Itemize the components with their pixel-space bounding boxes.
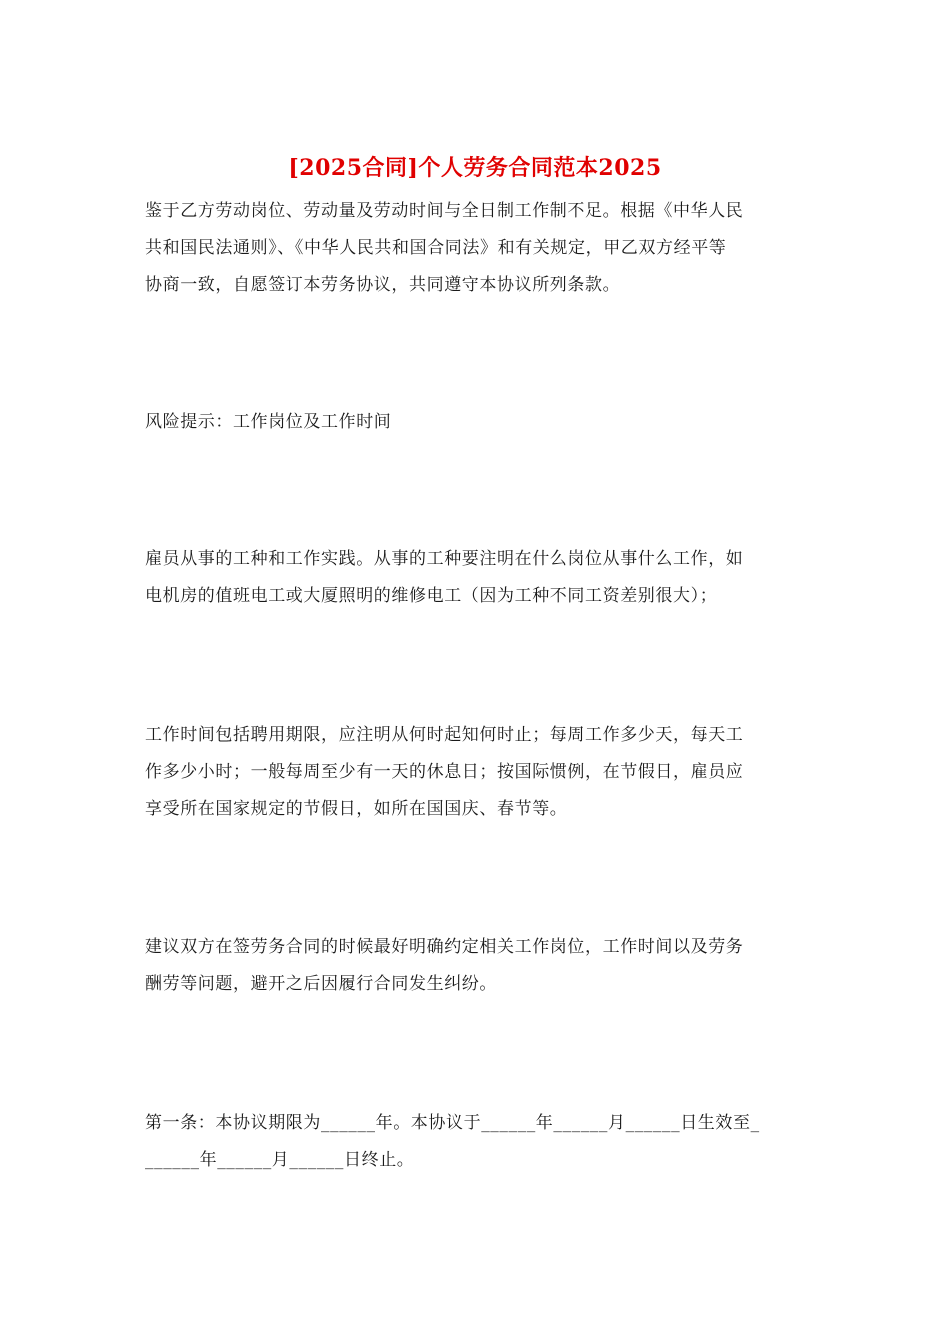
text-line: 建议双方在签劳务合同的时候最好明确约定相关工作岗位，工作时间以及劳务 [145,937,744,957]
text-line: 享受所在国家规定的节假日，如所在国国庆、春节等。 [145,799,568,819]
text-line: 酬劳等问题，避开之后因履行合同发生纠纷。 [145,974,497,994]
text-line: 雇员从事的工种和工作实践。从事的工种要注明在什么岗位从事什么工作，如 [145,549,744,569]
risk-heading-paragraph [145,404,805,441]
text-line: 电机房的值班电工或大厦照明的维修电工（因为工种不同工资差别很大）； [145,586,718,606]
text-line: 风险提示：工作岗位及工作时间 [145,412,392,432]
text-line: 第一条：本协议期限为______年。本协议于______年______月______日生效至_ [145,1113,760,1133]
text-line: 工作时间包括聘用期限，应注明从何时起知何时止；每周工作多少天，每天工 [145,725,744,745]
text-line: 鉴于乙方劳动岗位、劳动量及劳动时间与全日制工作制不足。根据《中华人民 [145,201,744,221]
text-line: 作多少小时；一般每周至少有一天的休息日；按国际惯例，在节假日，雇员应 [145,762,744,782]
text-line: 协商一致，自愿签订本劳务协议，共同遵守本协议所列条款。 [145,275,621,295]
text-line: ______年______月______日终止。 [145,1150,415,1170]
text-line: 共和国民法通则》、《中华人民共和国合同法》和有关规定，甲乙双方经平等 [145,238,727,258]
advice-paragraph [145,929,805,1003]
work-time-paragraph [145,717,805,828]
document-title: [2025合同]个人劳务合同范本2025 [288,155,662,181]
intro-paragraph [145,193,805,304]
article-one-paragraph [145,1105,805,1179]
job-type-paragraph [145,541,805,615]
